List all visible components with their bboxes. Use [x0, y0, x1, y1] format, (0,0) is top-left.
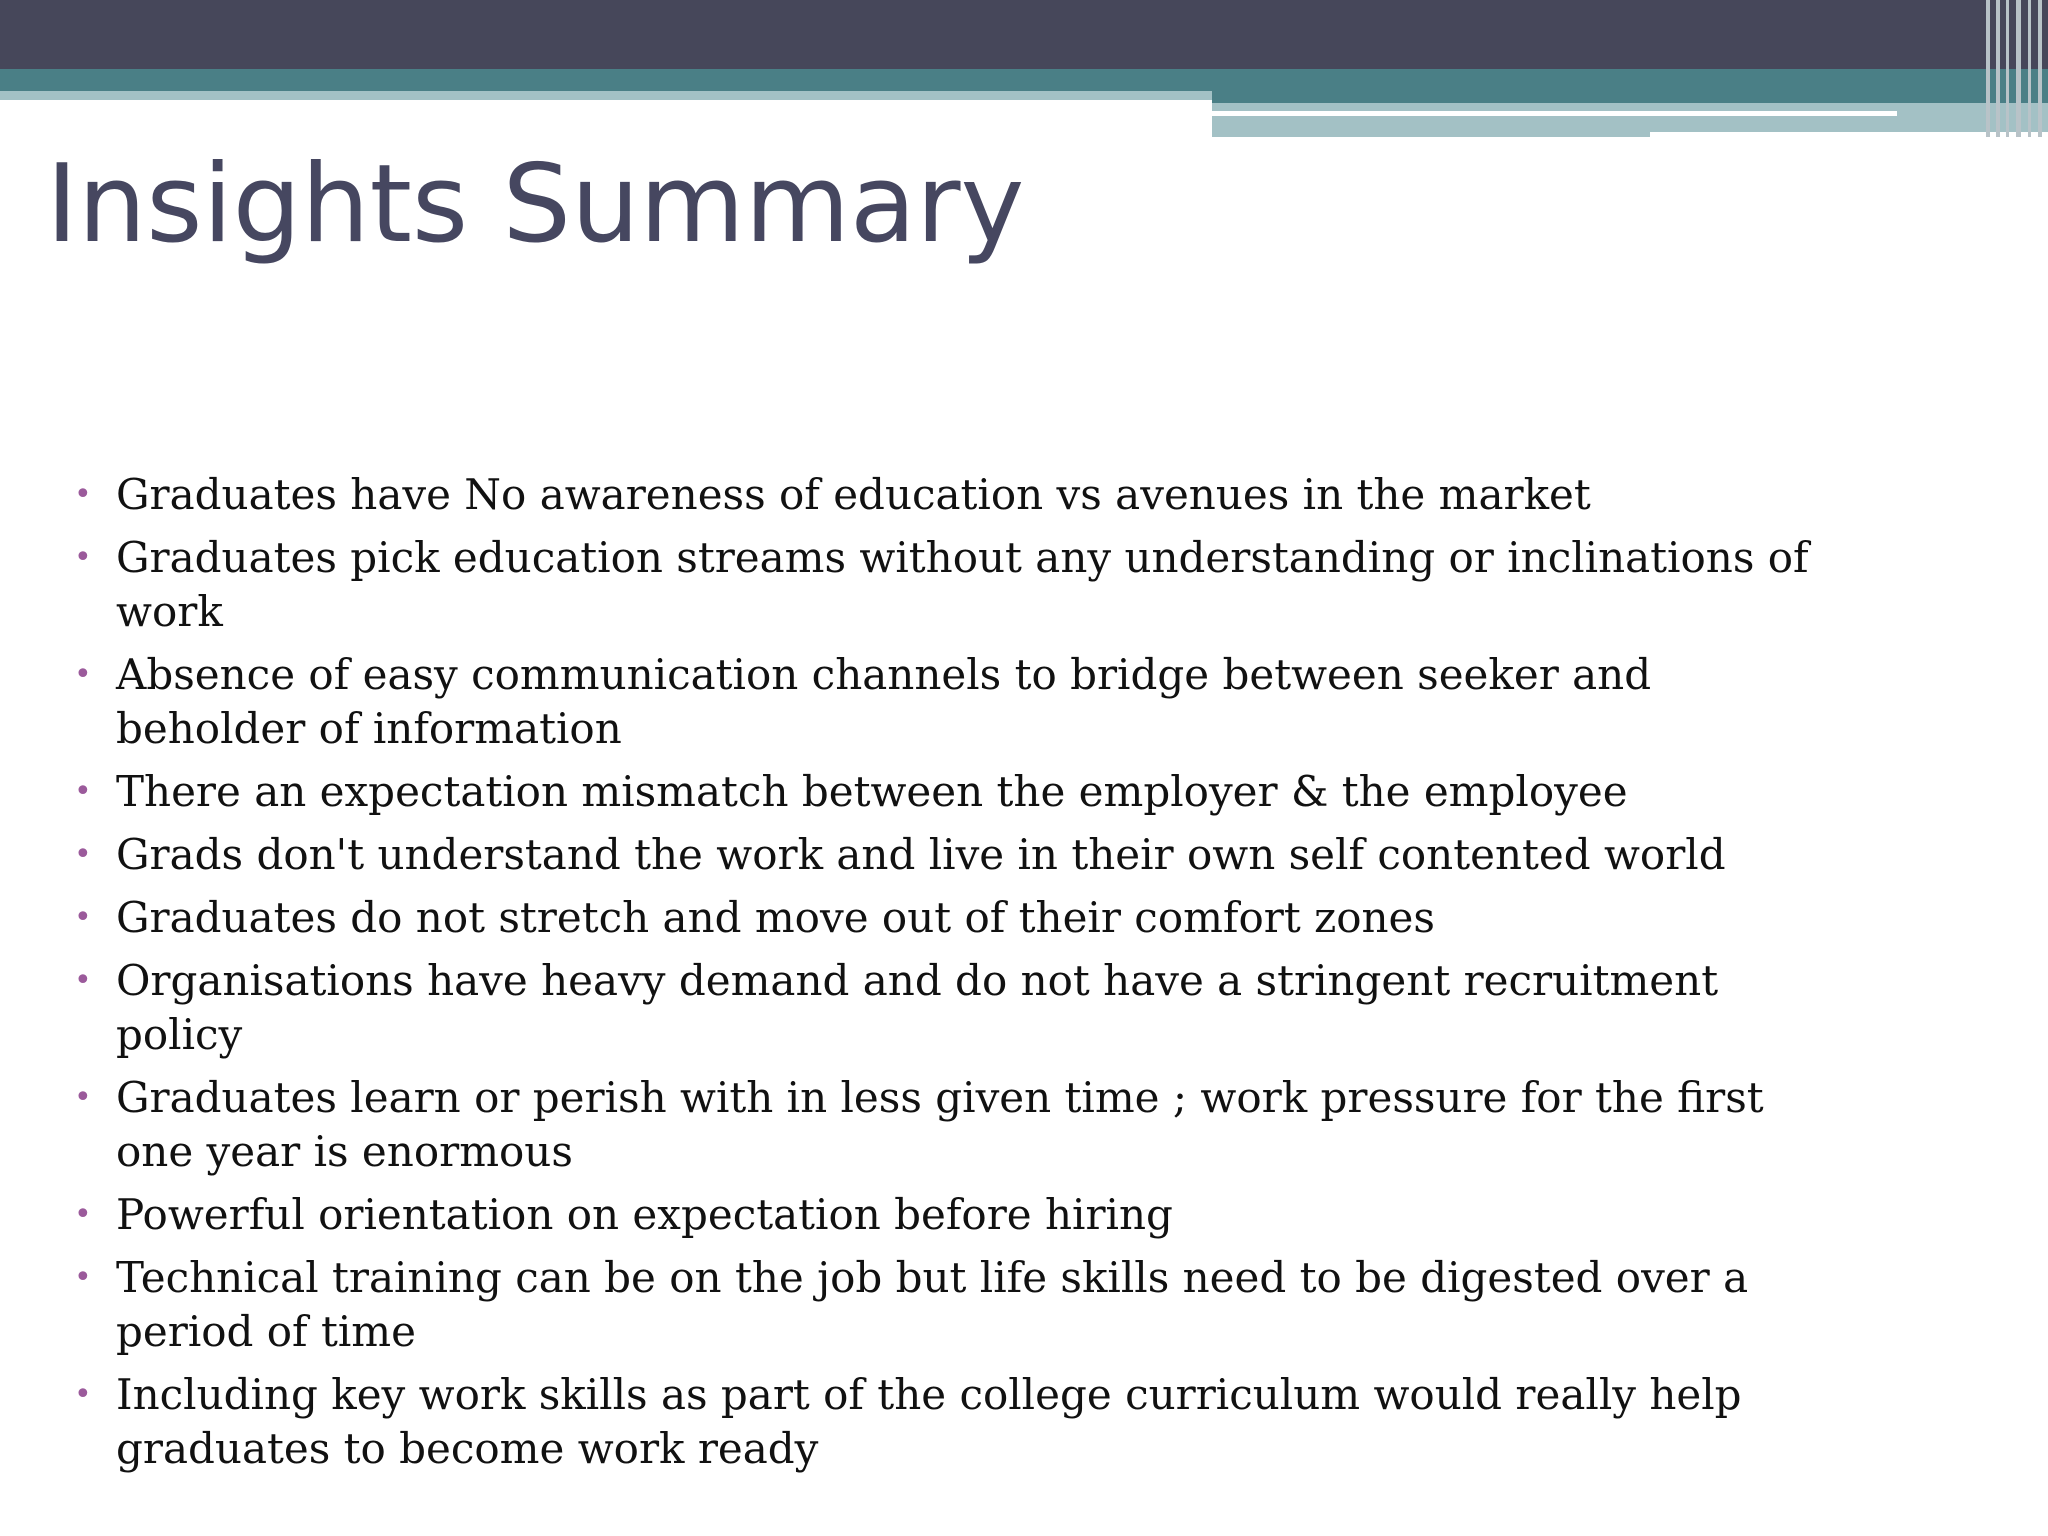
header-band-right-teal [1212, 91, 2048, 103]
bullet-icon: • [74, 657, 92, 692]
bullet-text: Powerful orientation on expectation before hiring [116, 1190, 1173, 1239]
bullet-text: Organisations have heavy demand and do not have a stringent recruitment policy [116, 956, 1719, 1059]
bullet-icon: • [74, 1377, 92, 1412]
bullet-text: Graduates have No awareness of education vs avenues in the market [116, 470, 1591, 519]
header-stripe [2016, 0, 2021, 137]
bullet-text: There an expectation mismatch between the employer & the employee [116, 767, 1628, 816]
bullet-icon: • [74, 774, 92, 809]
bullet-list [72, 468, 1852, 1485]
slide-title: Insights Summary [46, 142, 1025, 267]
bullet-icon: • [74, 900, 92, 935]
bullet-item [72, 828, 1852, 882]
header-stripe [1986, 0, 1990, 137]
bullet-text: Grads don't understand the work and live in their own self contented world [116, 830, 1726, 879]
bullet-item [72, 891, 1852, 945]
bullet-text: Graduates learn or perish with in less given time ; work pressure for the first one year is enormous [116, 1073, 1764, 1176]
bullet-icon: • [74, 837, 92, 872]
header-stripe [1996, 0, 2000, 137]
bullet-text: Absence of easy communication channels to bridge between seeker and beholder of information [116, 650, 1652, 753]
bullet-icon: • [74, 963, 92, 998]
bullet-item [72, 765, 1852, 819]
bullet-text: Including key work skills as part of the college curriculum would really help graduates to become work ready [116, 1370, 1742, 1473]
bullet-icon: • [74, 1197, 92, 1232]
bullet-item [72, 1188, 1852, 1242]
bullet-item [72, 531, 1852, 639]
header-band-teal [0, 69, 2048, 91]
header-band-white-line [1212, 111, 1897, 116]
header-band-light [0, 91, 1212, 100]
bullet-text: Graduates pick education streams without any understanding or inclinations of work [116, 533, 1809, 636]
bullet-icon: • [74, 1260, 92, 1295]
bullet-item [72, 648, 1852, 756]
bullet-icon: • [74, 540, 92, 575]
bullet-item [72, 1368, 1852, 1476]
bullet-icon: • [74, 477, 92, 512]
header-stripe [2006, 0, 2009, 137]
bullet-item [72, 1071, 1852, 1179]
header-stripe [2028, 0, 2031, 137]
header-band-dark [0, 0, 2048, 69]
bullet-icon: • [74, 1080, 92, 1115]
header-stripe [2038, 0, 2042, 137]
bullet-text: Graduates do not stretch and move out of their comfort zones [116, 893, 1435, 942]
bullet-item [72, 1251, 1852, 1359]
bullet-item [72, 468, 1852, 522]
bullet-text: Technical training can be on the job but life skills need to be digested over a period of time [116, 1253, 1749, 1356]
bullet-item [72, 954, 1852, 1062]
